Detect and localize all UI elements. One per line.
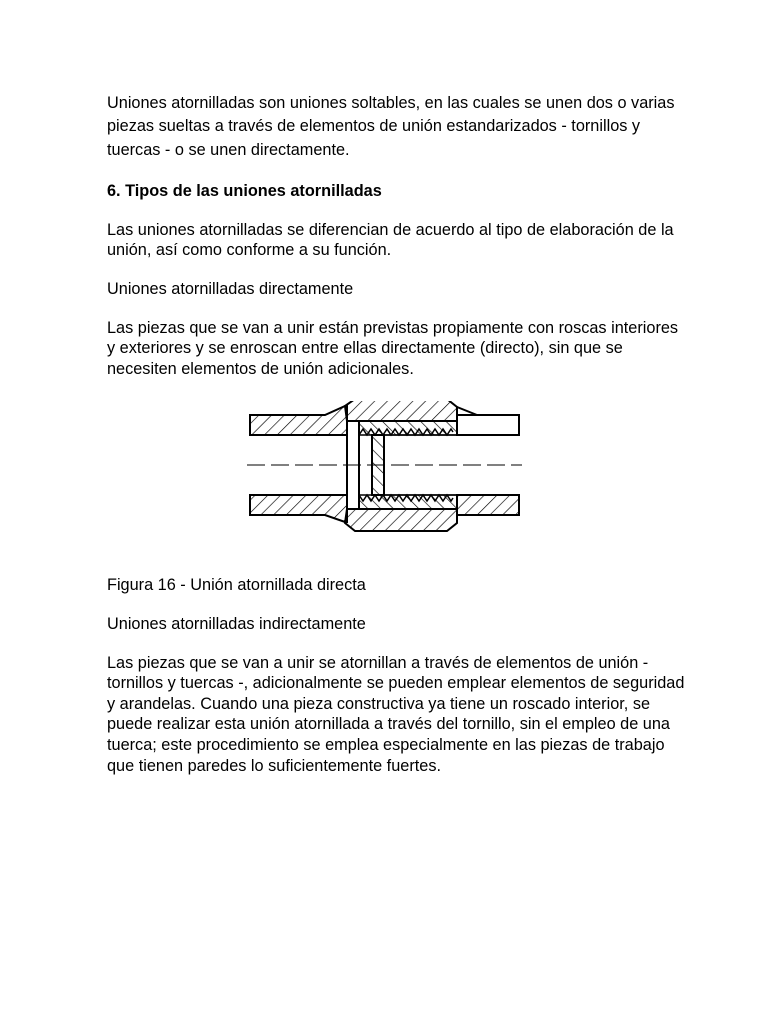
direct-paragraph: Las piezas que se van a unir están previstas propiamente con roscas interiores y exteriores y se enroscan entre ellas directamente (directo), sin que se necesiten elementos de unión adicionales. [107, 318, 679, 378]
subheading-indirect: Uniones atornilladas indirectamente [107, 614, 366, 633]
indirect-paragraph: Las piezas que se van a unir se atornillan a través de elementos de unión - tornillos y tuercas -, adicionalmente se pueden emplear elementos de seguridad y arandelas. Cuando una pieza constructiva ya tiene un roscado interior, se puede realizar esta unión atornillada a través del tornillo, sin el empleo de una tuerca; este procedimiento se emplea especialmente en las piezas de trabajo que tienen paredes lo suficientemente fuertes. [107, 653, 685, 775]
section-heading: 6. Tipos de las uniones atornilladas [107, 182, 382, 201]
types-paragraph: Las uniones atornilladas se diferencian de acuerdo al tipo de elaboración de la unión, así como conforme a su función. [107, 220, 674, 260]
document-page [107, 92, 687, 776]
figure-caption: Figura 16 - Unión atornillada directa [107, 576, 366, 595]
figure-16 [107, 401, 687, 561]
subheading-direct: Uniones atornilladas directamente [107, 280, 354, 298]
threaded-pipe-joint-diagram-icon [247, 401, 522, 551]
intro-paragraph: Uniones atornilladas son uniones soltables, en las cuales se unen dos o varias piezas sueltas a través de elementos de unión estandarizados - tornillos y tuercas - o se unen directamente. [107, 94, 675, 159]
